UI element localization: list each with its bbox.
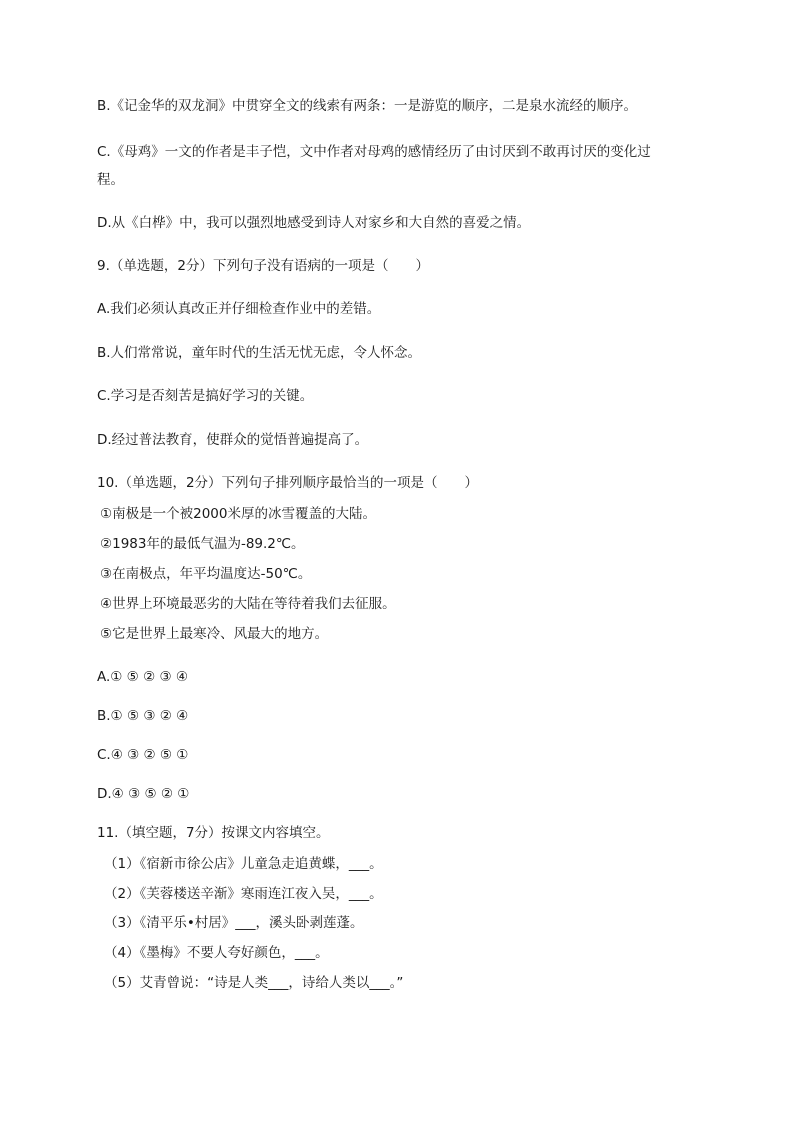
q8-option-d: D.从《白桦》中，我可以强烈地感受到诗人对家乡和大自然的喜爱之情。 [97, 215, 531, 231]
q9-option-a: A.我们必须认真改正并仔细检查作业中的差错。 [97, 301, 381, 317]
q9-stem: 9.（单选题，2分）下列句子没有语病的一项是（ ） [97, 258, 429, 274]
q10-sentence-2: ②1983年的最低气温为-89.2℃。 [100, 536, 305, 552]
q10-option-b: B.① ⑤ ③ ② ④ [97, 708, 189, 724]
q8-option-b: B.《记金华的双龙洞》中贯穿全文的线索有两条：一是游览的顺序，二是泉水流经的顺序。 [97, 98, 638, 114]
q10-option-a: A.① ⑤ ② ③ ④ [97, 669, 188, 685]
q9-option-b: B.人们常常说，童年时代的生活无忧无虑，令人怀念。 [97, 345, 422, 361]
q10-option-d: D.④ ③ ⑤ ② ① [97, 786, 190, 802]
q8-option-c-line2: 程。 [97, 172, 124, 188]
q11-item-1: （1）《宿新市徐公店》儿童急走追黄蝶，___。 [104, 856, 383, 872]
q11-item-4: （4）《墨梅》不要人夸好颜色，___。 [104, 945, 329, 961]
q11-stem: 11.（填空题，7分）按课文内容填空。 [97, 825, 330, 841]
q11-item-3: （3）《清平乐•村居》___，溪头卧剥莲蓬。 [104, 915, 364, 931]
q8-option-c-line1: C.《母鸡》一文的作者是丰子恺，文中作者对母鸡的感情经历了由讨厌到不敢再讨厌的变化过 [97, 144, 651, 160]
q9-option-d: D.经过普法教育，使群众的觉悟普遍提高了。 [97, 432, 369, 448]
q9-option-c: C.学习是否刻苦是搞好学习的关键。 [97, 388, 314, 404]
q10-option-c: C.④ ③ ② ⑤ ① [97, 747, 189, 763]
q10-sentence-3: ③在南极点，年平均温度达-50℃。 [100, 566, 312, 582]
q11-item-5: （5）艾青曾说：“诗是人类___，诗给人类以___。” [104, 975, 404, 991]
q10-sentence-4: ④世界上环境最恶劣的大陆在等待着我们去征服。 [100, 596, 396, 612]
q11-item-2: （2）《芙蓉楼送辛渐》寒雨连江夜入吴，___。 [104, 886, 383, 902]
q10-stem: 10.（单选题，2分）下列句子排列顺序最恰当的一项是（ ） [97, 475, 479, 491]
q10-sentence-5: ⑤它是世界上最寒冷、风最大的地方。 [100, 626, 329, 642]
q10-sentence-1: ①南极是一个被2000米厚的冰雪覆盖的大陆。 [100, 506, 376, 522]
